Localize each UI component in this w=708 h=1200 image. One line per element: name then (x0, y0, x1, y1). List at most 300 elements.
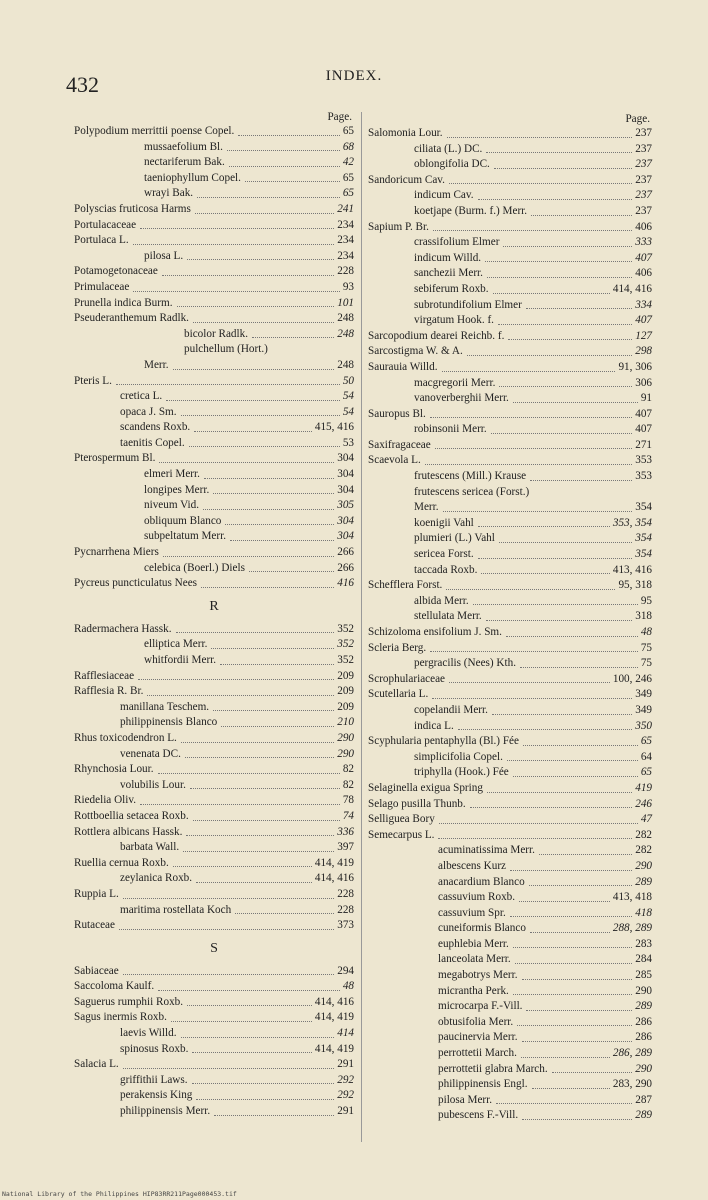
entry-page: 289 (635, 1109, 652, 1122)
index-entry (74, 140, 354, 156)
entry-name: megabotrys Merr. (438, 969, 518, 982)
entry-page: 248 (337, 327, 354, 340)
leader-dots (187, 1005, 312, 1006)
index-entry (368, 142, 652, 158)
entry-name: stellulata Merr. (414, 610, 482, 623)
entry-page: 282 (635, 844, 652, 857)
leader-dots (503, 246, 632, 247)
entry-page: 349 (635, 703, 652, 716)
entry-name: Potamogetonaceae (74, 265, 158, 278)
leader-dots (133, 291, 340, 292)
entry-page: 407 (635, 423, 652, 436)
index-entry (74, 622, 354, 638)
index-entry (368, 797, 652, 813)
entry-name: acuminatissima Merr. (438, 844, 535, 857)
entry-page: 237 (635, 158, 652, 171)
entry-name: nectariferum Bak. (144, 156, 225, 169)
entry-page: 78 (342, 794, 354, 807)
index-entry (368, 625, 652, 641)
leader-dots (499, 542, 632, 543)
entry-name: Portulaca L. (74, 234, 129, 247)
index-entry (368, 407, 652, 423)
entry-page: 290 (635, 1062, 652, 1075)
leader-dots (190, 788, 340, 789)
entry-page: 248 (337, 358, 354, 371)
index-entry (368, 516, 652, 532)
entry-name: koetjape (Burm. f.) Merr. (414, 204, 528, 217)
entry-name: Merr. (414, 501, 439, 514)
index-entry (368, 703, 652, 719)
entry-page: 82 (342, 778, 354, 791)
entry-page: 237 (635, 189, 652, 202)
entry-page: 95 (640, 594, 652, 607)
entry-name: subrotundifolium Elmer (414, 298, 522, 311)
leader-dots (442, 371, 616, 372)
entry-name: virgatum Hook. f. (414, 314, 494, 327)
entry-page: 271 (635, 438, 652, 451)
entry-page: 291 (337, 1105, 354, 1118)
entry-page: 292 (337, 1073, 354, 1086)
index-entry (368, 453, 652, 469)
index-entry (368, 1046, 652, 1062)
index-block-p (74, 124, 354, 592)
entry-name: Pterospermum Bl. (74, 452, 156, 465)
index-entry (368, 984, 652, 1000)
entry-page: 65 (342, 171, 354, 184)
entry-page: 354 (635, 532, 652, 545)
entry-name: laevis Willd. (120, 1027, 177, 1040)
entry-page: 48 (640, 626, 652, 638)
entry-page: 414, 416 (314, 872, 354, 885)
entry-name: taccada Roxb. (414, 563, 478, 576)
entry-name: Riedelia Oliv. (74, 794, 137, 807)
index-entry (368, 422, 652, 438)
leader-dots (478, 526, 610, 527)
leader-dots (487, 792, 632, 793)
entry-name: sericea Forst. (414, 548, 474, 561)
entry-page: 407 (635, 251, 652, 264)
entry-page: 65 (640, 735, 652, 748)
entry-name: maritima rostellata Koch (120, 903, 232, 916)
left-column (74, 110, 354, 1120)
leader-dots (473, 604, 638, 605)
index-entry (74, 653, 354, 669)
leader-dots (173, 866, 312, 867)
entry-page: 75 (640, 641, 652, 654)
entry-name: crassifolium Elmer (414, 236, 500, 249)
leader-dots (493, 293, 610, 294)
entry-page: 352 (337, 622, 354, 635)
entry-name: plumieri (L.) Vahl (414, 532, 495, 545)
entry-name: Saguerus rumphii Roxb. (74, 995, 184, 1008)
entry-name: volubilis Lour. (120, 778, 186, 791)
leader-dots (425, 464, 632, 465)
leader-dots (519, 901, 610, 902)
index-entry (368, 376, 652, 392)
index-entry (74, 809, 354, 825)
index-entry (368, 344, 652, 360)
entry-page: 284 (635, 953, 652, 966)
leader-dots (225, 524, 334, 525)
entry-name: Sarcostigma W. & A. (368, 345, 463, 358)
section-heading-s: S (210, 940, 218, 956)
leader-dots (181, 742, 334, 743)
leader-dots (492, 714, 632, 715)
entry-page: 91, 306 (618, 360, 652, 373)
index-entry (368, 1062, 652, 1078)
index-entry (74, 529, 354, 545)
entry-name: pilosa Merr. (438, 1093, 493, 1106)
entry-page: 336 (337, 825, 354, 838)
entry-name: Schizoloma ensifolium J. Sm. (368, 626, 502, 638)
entry-name: frutescens (Mill.) Krause (414, 470, 527, 483)
leader-dots (176, 632, 335, 633)
column-divider (361, 112, 362, 1142)
entry-name: obtusifolia Merr. (438, 1015, 514, 1028)
leader-dots (133, 244, 335, 245)
index-entry (368, 641, 652, 657)
index-entry (368, 812, 652, 828)
entry-name: microcarpa F.-Vill. (438, 1000, 523, 1013)
index-entry (368, 298, 652, 314)
entry-name: perrottetii March. (438, 1047, 517, 1060)
index-entry (74, 436, 354, 452)
entry-page: 287 (635, 1093, 652, 1106)
leader-dots (531, 215, 632, 216)
index-entry (368, 485, 652, 501)
index-entry (74, 327, 354, 343)
entry-page: 352 (337, 638, 354, 651)
entry-page: 353 (635, 454, 652, 467)
entry-page: 414, 419 (314, 1042, 354, 1055)
entry-name: indicum Willd. (414, 251, 482, 264)
entry-name: albida Merr. (414, 594, 469, 607)
entry-name: Rhus toxicodendron L. (74, 731, 177, 744)
leader-dots (447, 137, 633, 138)
entry-name: Saccoloma Kaulf. (74, 980, 155, 993)
entry-name: vanoverberghii Merr. (414, 392, 509, 405)
entry-page: 292 (337, 1089, 354, 1102)
entry-page: 210 (337, 716, 354, 729)
entry-name: Rafflesia R. Br. (74, 685, 144, 698)
index-entry (368, 500, 652, 516)
entry-page: 419 (635, 781, 652, 794)
entry-page: 413, 418 (612, 891, 652, 904)
leader-dots (449, 183, 632, 184)
leader-dots (430, 417, 632, 418)
entry-name: euphlebia Merr. (438, 937, 509, 950)
entry-page: 418 (635, 906, 652, 919)
entry-name: Sapium P. Br. (368, 220, 429, 233)
leader-dots (213, 710, 334, 711)
page-title: INDEX. (325, 68, 383, 84)
leader-dots (513, 994, 632, 995)
entry-page: 50 (342, 374, 354, 387)
index-entry (74, 669, 354, 685)
entry-name: Pseuderanthemum Radlk. (74, 312, 189, 325)
leader-dots (252, 337, 334, 338)
leader-dots (221, 726, 334, 727)
entry-page: 288, 289 (612, 922, 652, 935)
leader-dots (508, 339, 632, 340)
leader-dots (147, 695, 334, 696)
entry-page: 246 (635, 797, 652, 810)
leader-dots (478, 558, 633, 559)
entry-name: Sabiaceae (74, 964, 119, 977)
leader-dots (507, 760, 638, 761)
index-entry (74, 358, 354, 374)
leader-dots (432, 698, 632, 699)
entry-page: 286 (635, 1015, 652, 1028)
leader-dots (517, 1025, 632, 1026)
entry-page: 237 (635, 142, 652, 155)
index-entry (368, 1093, 652, 1109)
leader-dots (430, 651, 638, 652)
index-entry (368, 750, 652, 766)
leader-dots (523, 745, 638, 746)
leader-dots (123, 974, 335, 975)
leader-dots (213, 493, 334, 494)
index-entry (74, 498, 354, 514)
index-entry (74, 405, 354, 421)
entry-name: Prunella indica Burm. (74, 296, 173, 309)
leader-dots (470, 807, 633, 808)
index-entry (74, 233, 354, 249)
leader-dots (552, 1072, 633, 1073)
index-entry (74, 280, 354, 296)
leader-dots (486, 620, 632, 621)
leader-dots (211, 648, 334, 649)
index-entry (368, 531, 652, 547)
entry-page: 127 (635, 329, 652, 342)
entry-name: cassuvium Roxb. (438, 891, 516, 904)
entry-name: indicum Cav. (414, 189, 474, 202)
index-entry (368, 875, 652, 891)
entry-name: pulchellum (Hort.) (184, 343, 268, 356)
entry-name: Scutellaria L. (368, 688, 429, 701)
entry-page: 64 (640, 750, 652, 763)
entry-page: 54 (342, 390, 354, 403)
entry-page: 413, 416 (612, 563, 652, 576)
entry-name: philippinensis Engl. (438, 1078, 528, 1091)
index-entry (368, 469, 652, 485)
leader-dots (183, 851, 334, 852)
entry-name: macgregorii Merr. (414, 376, 496, 389)
leader-dots (526, 1010, 632, 1011)
entry-name: cuneiformis Blanco (438, 922, 526, 935)
entry-name: niveum Vid. (144, 499, 200, 512)
leader-dots (186, 835, 334, 836)
index-entry (74, 1088, 354, 1104)
entry-name: Radermachera Hassk. (74, 622, 172, 635)
leader-dots (485, 261, 632, 262)
leader-dots (138, 679, 334, 680)
entry-name: Sarcopodium dearei Reichb. f. (368, 329, 505, 342)
entry-page: 414, 419 (314, 1011, 354, 1024)
leader-dots (522, 979, 633, 980)
index-entry (368, 968, 652, 984)
leader-dots (235, 913, 334, 914)
index-entry (368, 438, 652, 454)
leader-dots (530, 932, 610, 933)
entry-page: 53 (342, 436, 354, 449)
index-entry (74, 1010, 354, 1026)
entry-page: 248 (337, 312, 354, 325)
entry-name: cassuvium Spr. (438, 906, 506, 919)
entry-page: 352 (337, 654, 354, 666)
index-entry (368, 843, 652, 859)
entry-name: lanceolata Merr. (438, 953, 511, 966)
entry-name: obliquum Blanco (144, 514, 222, 527)
index-entry (368, 594, 652, 610)
entry-name: ciliata (L.) DC. (414, 142, 483, 155)
entry-name: Ruellia cernua Roxb. (74, 856, 169, 869)
index-entry (74, 171, 354, 187)
index-entry (74, 249, 354, 265)
entry-name: spinosus Roxb. (120, 1042, 189, 1055)
index-entry (368, 220, 652, 236)
entry-page: 291 (337, 1058, 354, 1071)
leader-dots (513, 402, 638, 403)
entry-page: 353, 354 (612, 516, 652, 529)
index-entry (368, 547, 652, 563)
entry-name: philippinensis Merr. (120, 1105, 211, 1118)
leader-dots (185, 757, 334, 758)
entry-page: 74 (342, 809, 354, 822)
entry-name: griffithii Laws. (120, 1073, 188, 1086)
entry-name: zeylanica Roxb. (120, 872, 193, 885)
entry-name: indica L. (414, 719, 454, 732)
index-entry (368, 765, 652, 781)
leader-dots (166, 400, 340, 401)
entry-name: Schefflera Forst. (368, 579, 443, 592)
entry-page: 406 (635, 220, 652, 233)
entry-page: 65 (342, 187, 354, 200)
leader-dots (515, 963, 633, 964)
entry-page: 101 (337, 296, 354, 309)
entry-name: Rhynchosia Lour. (74, 763, 154, 776)
entry-name: longipes Merr. (144, 483, 210, 496)
entry-name: frutescens sericea (Forst.) (414, 485, 530, 498)
entry-page: 282 (635, 828, 652, 841)
index-entry (74, 637, 354, 653)
entry-page: 228 (337, 887, 354, 900)
index-entry (74, 311, 354, 327)
entry-page: 209 (337, 669, 354, 682)
leader-dots (171, 1021, 312, 1022)
leader-dots (481, 573, 609, 574)
index-entry (74, 576, 354, 592)
index-entry (368, 1015, 652, 1031)
index-entry (368, 126, 652, 142)
entry-page: 318 (635, 610, 652, 623)
index-entry (74, 856, 354, 872)
entry-name: Scleria Berg. (368, 641, 427, 654)
index-entry (74, 871, 354, 887)
leader-dots (181, 1037, 335, 1038)
index-entry (368, 157, 652, 173)
entry-page: 407 (635, 407, 652, 420)
entry-page: 285 (635, 969, 652, 982)
index-entry (74, 467, 354, 483)
scan-footer: National Library of the Philippines HIP83RR211Page000453.tif (2, 1190, 237, 1198)
index-entry (74, 342, 354, 358)
index-entry (74, 561, 354, 577)
entry-name: Sagus inermis Roxb. (74, 1011, 167, 1024)
index-entry (74, 731, 354, 747)
leader-dots (498, 324, 632, 325)
leader-dots (510, 916, 632, 917)
index-entry (74, 793, 354, 809)
page-number: 432 (66, 72, 99, 97)
entry-name: Selago pusilla Thunb. (368, 797, 466, 810)
entry-page: 234 (337, 249, 354, 262)
index-entry (368, 173, 652, 189)
entry-page: 304 (337, 530, 354, 543)
index-entry (74, 451, 354, 467)
leader-dots (163, 556, 334, 557)
leader-dots (520, 667, 638, 668)
index-entry (368, 251, 652, 267)
entry-page: 237 (635, 173, 652, 186)
entry-page: 42 (342, 156, 354, 169)
leader-dots (513, 947, 632, 948)
entry-page: 334 (635, 298, 652, 311)
index-entry (74, 264, 354, 280)
entry-name: Salomonia Lour. (368, 127, 443, 139)
index-entry (368, 1030, 652, 1046)
entry-name: Rafflesiaceae (74, 669, 135, 682)
entry-name: albescens Kurz (438, 859, 507, 872)
index-entry (368, 890, 652, 906)
entry-page: 283, 290 (612, 1078, 652, 1091)
leader-dots (140, 228, 334, 229)
index-entry (368, 781, 652, 797)
entry-name: Sandoricum Cav. (368, 173, 445, 186)
index-entry (74, 903, 354, 919)
entry-name: Ruppia L. (74, 887, 119, 900)
index-entry (368, 563, 652, 579)
entry-page: 414, 416 (612, 282, 652, 295)
leader-dots (123, 898, 334, 899)
entry-page: 47 (640, 813, 652, 826)
entry-name: Scaevola L. (368, 454, 421, 467)
index-entry (74, 715, 354, 731)
index-entry (74, 840, 354, 856)
entry-name: Scrophulariaceae (368, 672, 446, 685)
leader-dots (449, 682, 610, 683)
leader-dots (245, 181, 340, 182)
entry-name: koenigii Vahl (414, 516, 474, 529)
entry-name: robinsonii Merr. (414, 423, 487, 436)
entry-page: 283 (635, 937, 652, 950)
index-entry (368, 859, 652, 875)
entry-page: 241 (337, 202, 354, 215)
index-entry (368, 687, 652, 703)
entry-page: 68 (342, 140, 354, 153)
entry-page: 407 (635, 314, 652, 327)
leader-dots (194, 431, 312, 432)
index-entry (74, 995, 354, 1011)
entry-page: 95, 318 (618, 579, 652, 592)
index-entry (74, 124, 354, 140)
leader-dots (487, 277, 632, 278)
page-column-label: Page. (625, 113, 650, 125)
index-entry (368, 360, 652, 376)
entry-page: 209 (337, 685, 354, 698)
entry-page: 350 (635, 719, 652, 732)
leader-dots (201, 587, 334, 588)
